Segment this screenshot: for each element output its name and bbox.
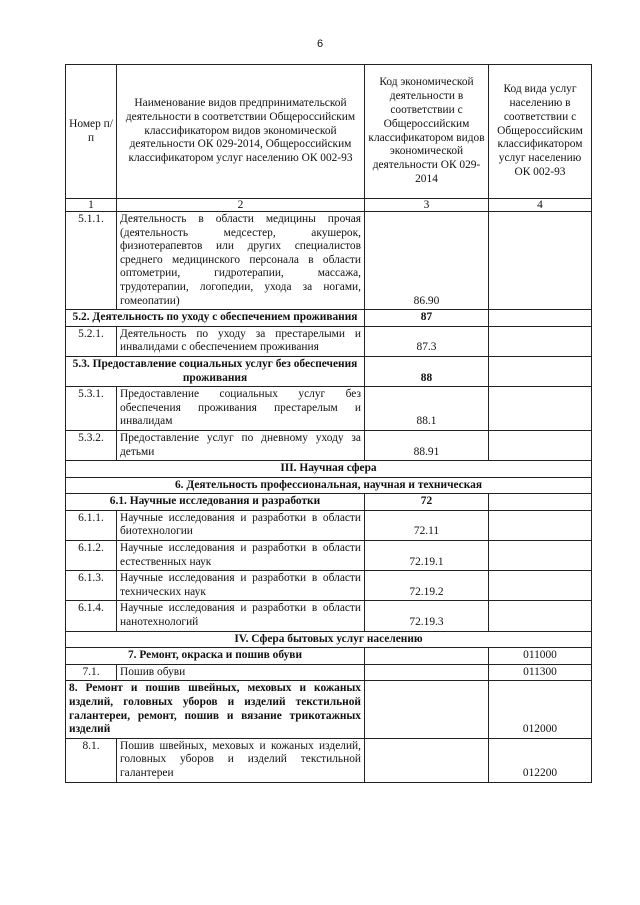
table-row-group xyxy=(66,356,592,386)
okved-code: 87.3 xyxy=(365,326,489,356)
activity-name: Деятельность по уходу за престарелыми и инвалидами с обеспечением проживания xyxy=(117,326,365,356)
activity-name: Пошив швейных, меховых и кожаных изделий, головных уборов и изделий текстильной галантереи xyxy=(117,738,365,782)
activity-name: Научные исследования и разработки в области биотехнологии xyxy=(117,510,365,540)
okved-code: 72.11 xyxy=(365,510,489,540)
table-row xyxy=(66,738,592,782)
group-title: 8. Ремонт и пошив швейных, меховых и кожаных изделий, головных уборов и изделий текстильной галантереи, ремонт, пошив и вязание трикотажных изделий xyxy=(66,681,365,738)
activity-name: Деятельность в области медицины прочая (деятельность медсестер, акушерок, физиотерапевтов или других специалистов среднего медицинского персонала в области оптометрии, гидротерапии, массажа, трудотерапии, логопедии, ухода за ногами, гомеопатии) xyxy=(117,212,365,310)
table-row xyxy=(66,430,592,460)
row-number: 5.3.1. xyxy=(66,387,117,431)
activity-name: Предоставление социальных услуг без обеспечения проживания престарелым и инвалидам xyxy=(117,387,365,431)
okved-code: 88 xyxy=(365,356,489,386)
table-row xyxy=(66,571,592,601)
table-row xyxy=(66,326,592,356)
header-okun-code: Код вида услуг населению в соответствии с Общероссийским классификатором услуг населению ОК 002-93 xyxy=(489,65,592,199)
page-number: 6 xyxy=(316,38,324,50)
column-number: 2 xyxy=(117,199,365,212)
row-number: 6.1.3. xyxy=(66,571,117,601)
table-row xyxy=(66,212,592,310)
group-title: 6.1. Научные исследования и разработки xyxy=(66,494,365,511)
table-row-group xyxy=(66,310,592,327)
table-row-group xyxy=(66,494,592,511)
activity-name: Пошив обуви xyxy=(117,664,365,681)
header-activity-name: Наименование видов предпринимательской деятельности в соответствии Общероссийским классификатором видов экономической деятельности ОК 029-2014, Общероссийским классификатором услуг населению ОК 002-93 xyxy=(117,65,365,199)
okun-code: 011000 xyxy=(489,648,592,665)
row-number: 6.1.4. xyxy=(66,601,117,631)
table-row xyxy=(66,510,592,540)
okun-code: 012200 xyxy=(489,738,592,782)
okved-code: 72.19.1 xyxy=(365,541,489,571)
table-header-row xyxy=(66,65,592,199)
section-row xyxy=(66,461,592,478)
group-title: 5.2. Деятельность по уходу с обеспечением проживания xyxy=(66,310,365,327)
okved-code: 72.19.2 xyxy=(365,571,489,601)
column-numbers-row xyxy=(66,199,592,212)
section-row xyxy=(66,477,592,494)
okved-code: 72 xyxy=(365,494,489,511)
section-title: 6. Деятельность профессиональная, научная и техническая xyxy=(66,477,592,494)
okun-code: 012000 xyxy=(489,681,592,738)
table-row-group xyxy=(66,648,592,665)
row-number: 5.3.2. xyxy=(66,430,117,460)
table-row xyxy=(66,664,592,681)
section-title: IV. Сфера бытовых услуг населению xyxy=(66,631,592,648)
row-number: 7.1. xyxy=(66,664,117,681)
column-number: 3 xyxy=(365,199,489,212)
header-number: Номер п/п xyxy=(66,65,117,199)
activity-codes-table xyxy=(65,64,592,783)
row-number: 5.1.1. xyxy=(66,212,117,310)
row-number: 8.1. xyxy=(66,738,117,782)
section-title: III. Научная сфера xyxy=(66,461,592,478)
okved-code: 88.91 xyxy=(365,430,489,460)
row-number: 5.2.1. xyxy=(66,326,117,356)
okved-code: 87 xyxy=(365,310,489,327)
row-number: 6.1.1. xyxy=(66,510,117,540)
group-title: 7. Ремонт, окраска и пошив обуви xyxy=(66,648,365,665)
table-row xyxy=(66,541,592,571)
activity-name: Научные исследования и разработки в области нанотехнологий xyxy=(117,601,365,631)
okved-code: 72.19.3 xyxy=(365,601,489,631)
table-row xyxy=(66,387,592,431)
activity-name: Научные исследования и разработки в области технических наук xyxy=(117,571,365,601)
section-row xyxy=(66,631,592,648)
column-number: 1 xyxy=(66,199,117,212)
row-number: 6.1.2. xyxy=(66,541,117,571)
table-row xyxy=(66,601,592,631)
okved-code: 86.90 xyxy=(365,212,489,310)
column-number: 4 xyxy=(489,199,592,212)
activity-name: Научные исследования и разработки в области естественных наук xyxy=(117,541,365,571)
okun-code xyxy=(489,212,592,310)
activity-name: Предоставление услуг по дневному уходу за детьми xyxy=(117,430,365,460)
group-title: 5.3. Предоставление социальных услуг без обеспечения проживания xyxy=(66,356,365,386)
okun-code: 011300 xyxy=(489,664,592,681)
okved-code: 88.1 xyxy=(365,387,489,431)
table-row-group xyxy=(66,681,592,738)
header-okved-code: Код экономической деятельности в соответствии с Общероссийским классификатором видов экономической деятельности ОК 029-2014 xyxy=(365,65,489,199)
